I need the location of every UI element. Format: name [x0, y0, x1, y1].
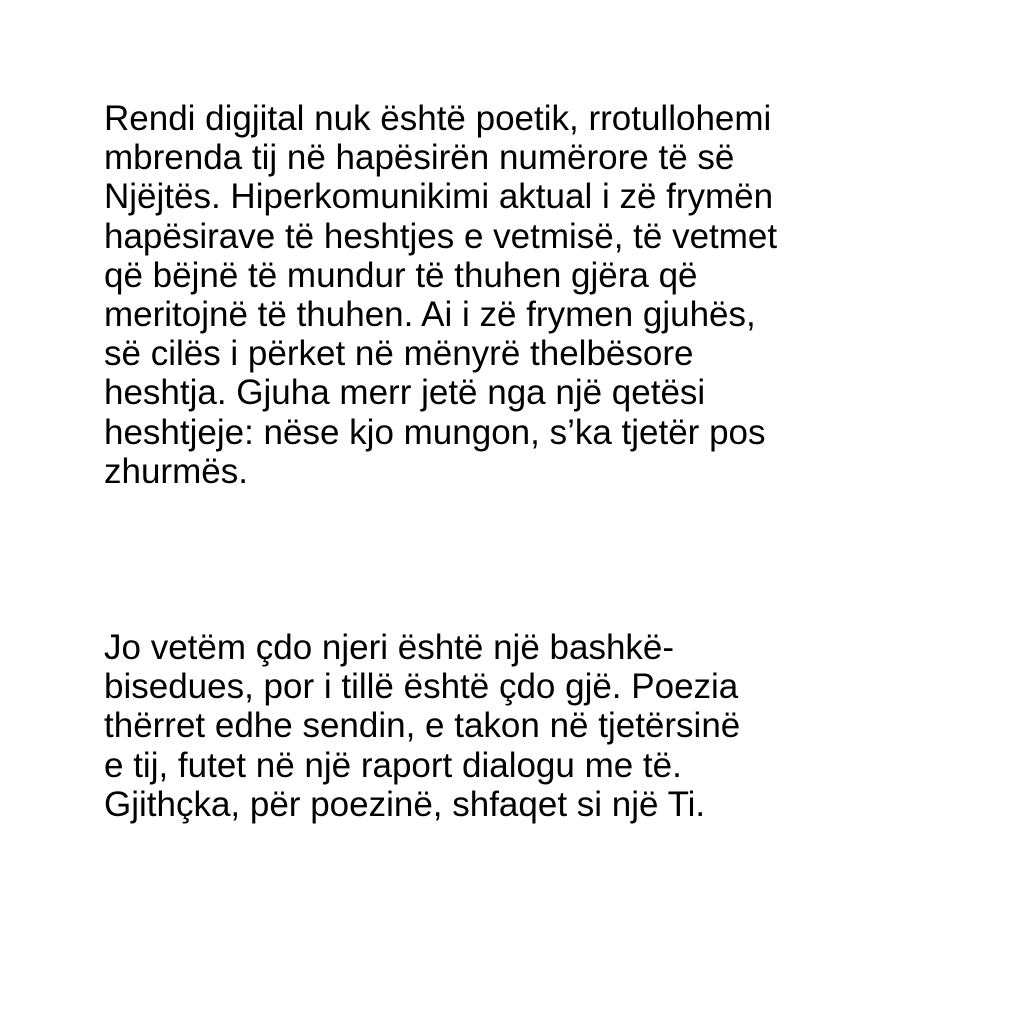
paragraph-line: zhurmës. — [104, 451, 248, 491]
paragraph-line: mbrenda tij në hapësirën numërore të së — [104, 138, 735, 178]
paragraph-line: thërret edhe sendin, e takon në tjetërsinë — [104, 706, 741, 746]
paragraph-line: që bëjnë të mundur të thuhen gjëra që — [104, 255, 698, 295]
paragraph-line: Jo vetëm çdo njeri është një bashkë- — [104, 628, 675, 667]
paragraph-line: Gjithçka, për poezinë, shfaqet si një Ti. — [104, 784, 706, 824]
paragraph-line: së cilës i përket në mënyrë thelbësore — [104, 334, 694, 374]
paragraph-2 — [104, 628, 740, 824]
paragraph-line: heshtjeje: nëse kjo mungon, s’ka tjetër pos — [104, 412, 766, 452]
paragraph-line: hapësirave të heshtjes e vetmisë, të vetmet — [104, 216, 778, 256]
paragraph-line: Njëjtës. Hiperkomunikimi aktual i zë frymën — [104, 177, 774, 217]
paragraph-line: e tij, futet në një raport dialogu me të. — [104, 745, 682, 785]
paragraph-1 — [104, 99, 777, 491]
paragraph-line: heshtja. Gjuha merr jetë nga një qetësi — [104, 373, 706, 413]
paragraph-line: meritojnë të thuhen. Ai i zë frymen gjuhës, — [104, 294, 756, 334]
paragraph-line: Rendi digjital nuk është poetik, rrotullohemi — [104, 99, 772, 138]
paragraph-line: bisedues, por i tillë është çdo gjë. Poezia — [104, 667, 739, 707]
